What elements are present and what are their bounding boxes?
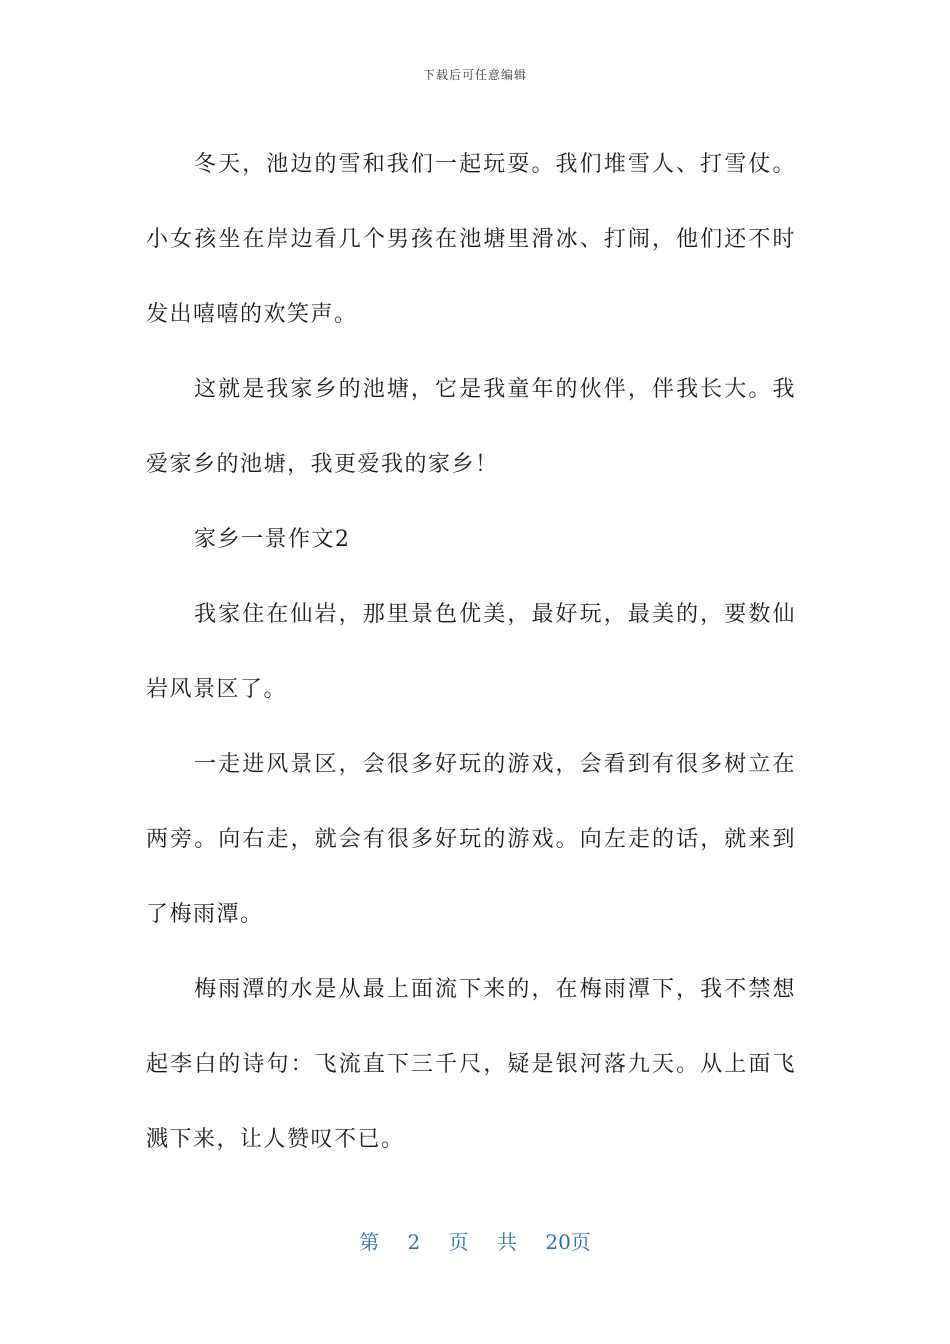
paragraph-winter: 冬天，池边的雪和我们一起玩耍。我们堆雪人、打雪仗。小女孩坐在岸边看几个男孩在池塘里滑冰、打闹，他们还不时发出嘻嘻的欢笑声。 bbox=[146, 152, 796, 327]
paragraph-scenic-area: 一走进风景区，会很多好玩的游戏，会看到有很多树立在两旁。向右走，就会有很多好玩的游戏。向左走的话，就来到了梅雨潭。 bbox=[146, 752, 796, 927]
page-footer bbox=[0, 1226, 950, 1255]
paragraph-waterfall: 梅雨潭的水是从最上面流下来的，在梅雨潭下，我不禁想起李白的诗句：飞流直下三千尺，疑是银河落九天。从上面飞溅下来，让人赞叹不已。 bbox=[146, 977, 796, 1152]
section-title: 家乡一景作文2 bbox=[194, 527, 351, 552]
document-body bbox=[146, 127, 796, 1177]
paragraph-intro: 我家住在仙岩，那里景色优美，最好玩，最美的，要数仙岩风景区了。 bbox=[146, 602, 796, 702]
footer-label-page: 第 bbox=[359, 1230, 380, 1254]
paragraph-conclusion: 这就是我家乡的池塘，它是我童年的伙伴，伴我长大。我爱家乡的池塘，我更爱我的家乡！ bbox=[146, 377, 796, 477]
footer-total-pages: 20页 bbox=[545, 1230, 591, 1254]
footer-label-total: 共 bbox=[497, 1230, 517, 1254]
footer-current-page: 2 bbox=[407, 1230, 421, 1254]
footer-label-page-unit: 页 bbox=[448, 1230, 469, 1254]
header-note: 下载后可任意编辑 bbox=[422, 68, 527, 82]
